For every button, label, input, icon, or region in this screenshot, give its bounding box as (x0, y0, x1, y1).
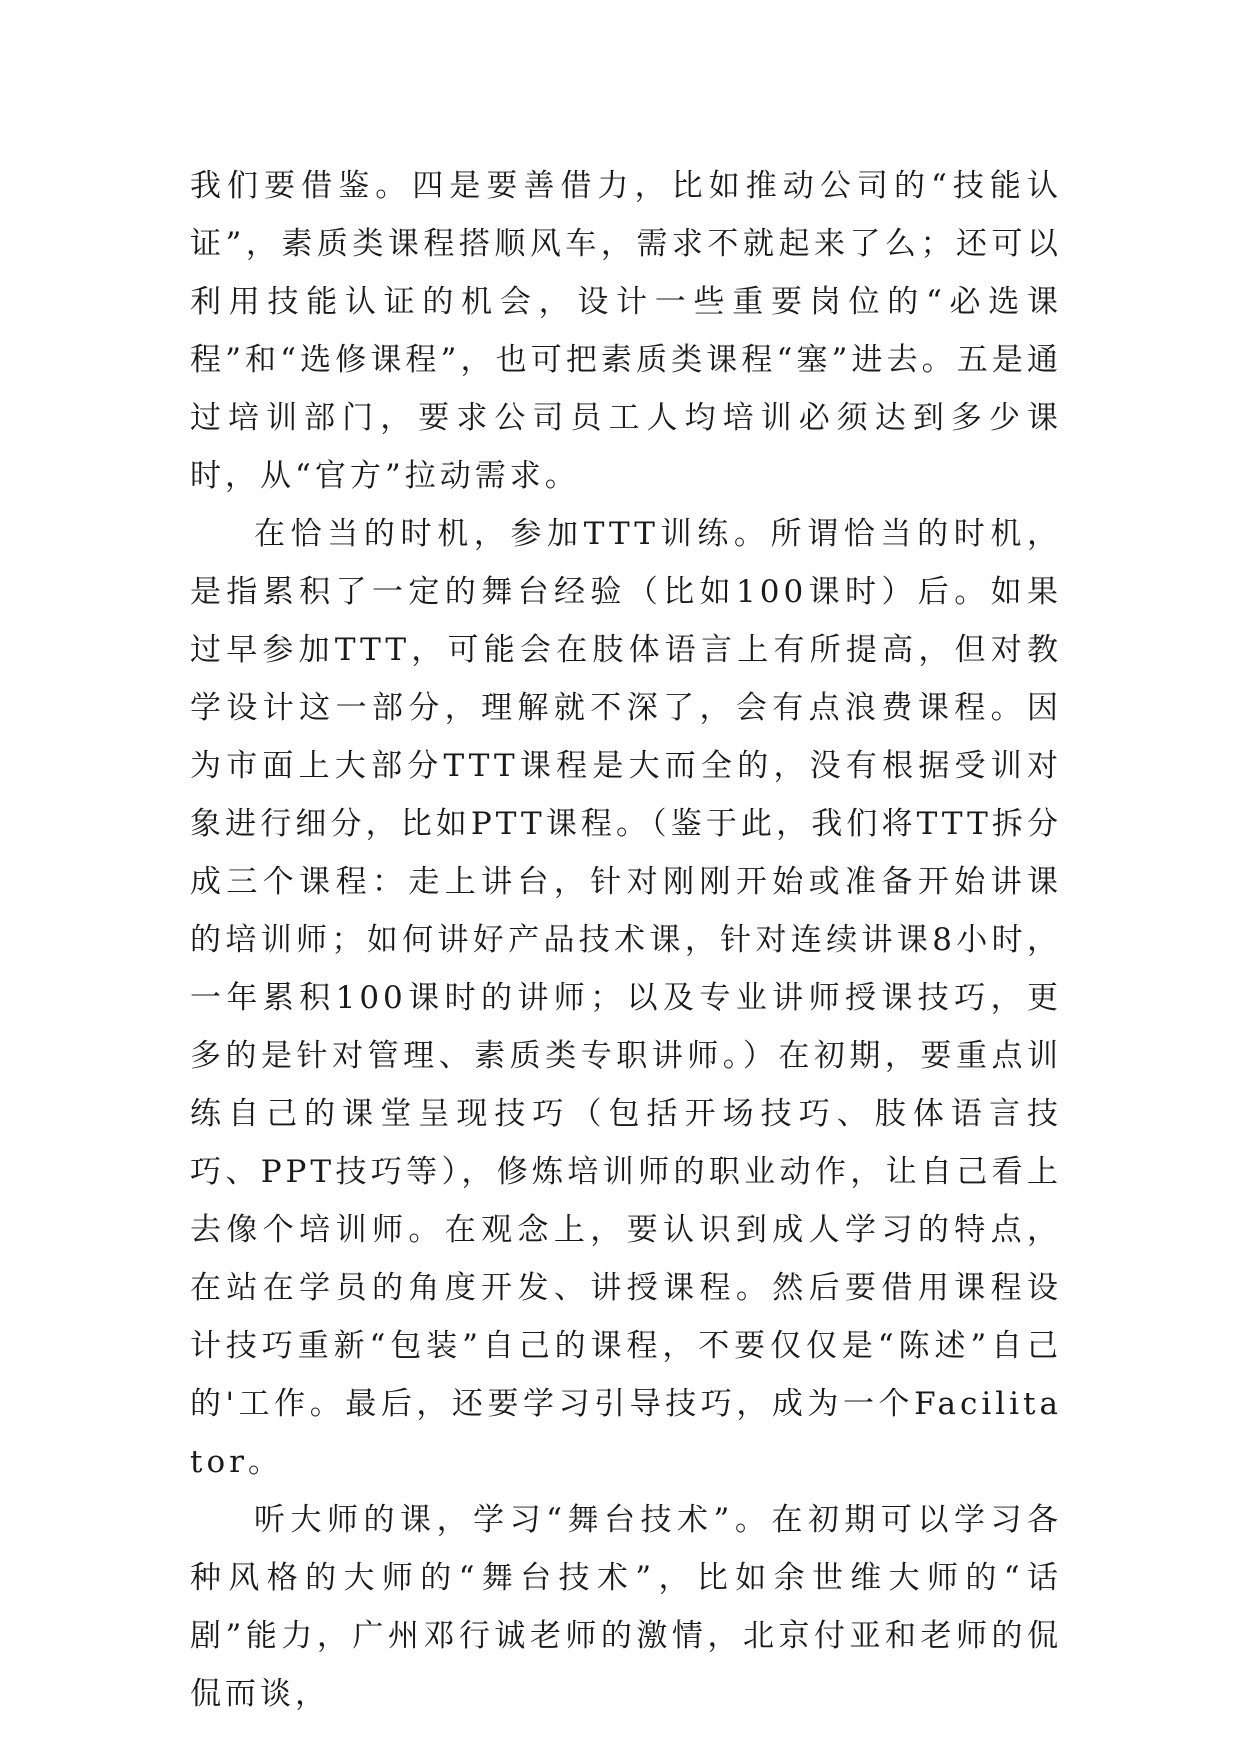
body-text (190, 157, 1062, 1723)
paragraph-2: 在恰当的时机，参加TTT训练。所谓恰当的时机，是指累积了一定的舞台经验（比如100课时）后。如果过早参加TTT，可能会在肢体语言上有所提高，但对教学设计这一部分，理解就不深了，会有点浪费课程。因为市面上大部分TTT课程是大而全的，没有根据受训对象进行细分，比如PTT课程。（鉴于此，我们将TTT拆分成三个课程：走上讲台，针对刚刚开始或准备开始讲课的培训师；如何讲好产品技术课，针对连续讲课8小时，一年累积100课时的讲师；以及专业讲师授课技巧，更多的是针对管理、素质类专职讲师。）在初期，要重点训练自己的课堂呈现技巧（包括开场技巧、肢体语言技巧、PPT技巧等），修炼培训师的职业动作，让自己看上去像个培训师。在观念上，要认识到成人学习的特点，在站在学员的角度开发、讲授课程。然后要借用课程设计技巧重新“包装”自己的课程，不要仅仅是“陈述”自己的'工作。最后，还要学习引导技巧，成为一个Facilitator。 (190, 516, 1062, 1480)
paragraph-3: 听大师的课，学习“舞台技术”。在初期可以学习各种风格的大师的“舞台技术”，比如余世维大师的“话剧”能力，广州邓行诚老师的激情，北京付亚和老师的侃侃而谈， (190, 1502, 1062, 1712)
paragraph-1: 我们要借鉴。四是要善借力，比如推动公司的“技能认证”，素质类课程搭顺风车，需求不就起来了么；还可以利用技能认证的机会，设计一些重要岗位的“必选课程”和“选修课程”，也可把素质类课程“塞”进去。五是通过培训部门，要求公司员工人均培训必须达到多少课时，从“官方”拉动需求。 (190, 168, 1062, 494)
